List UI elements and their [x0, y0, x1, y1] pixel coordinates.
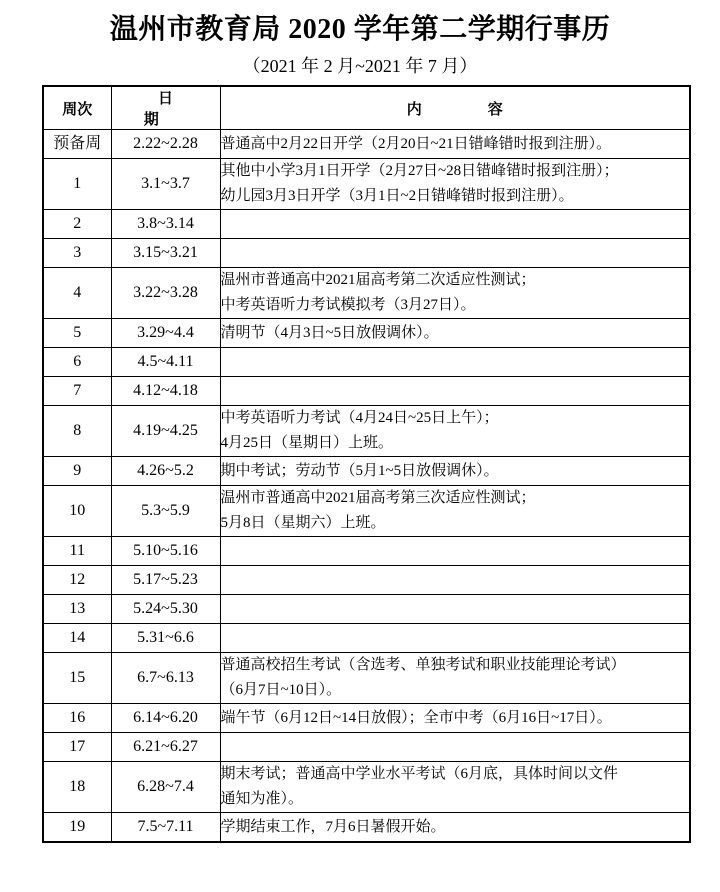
table-row — [43, 159, 690, 210]
content-cell — [220, 130, 690, 159]
header-content: 内容 — [220, 86, 690, 130]
content-cell — [220, 319, 690, 348]
content-line: 通知为准）。 — [220, 791, 304, 807]
week-cell: 预备周 — [43, 130, 111, 159]
header-date: 日期 — [111, 86, 220, 130]
header-row — [43, 86, 690, 130]
week-cell: 4 — [43, 268, 111, 319]
date-cell: 5.17~5.23 — [111, 566, 220, 595]
week-cell: 1 — [43, 159, 111, 210]
content-cell — [220, 762, 690, 813]
content-cell — [220, 239, 690, 268]
content-cell — [220, 813, 690, 843]
date-cell: 4.12~4.18 — [111, 377, 220, 406]
date-cell: 6.14~6.20 — [111, 704, 220, 733]
date-cell: 4.5~4.11 — [111, 348, 220, 377]
table-row — [43, 653, 690, 704]
calendar-table — [42, 85, 691, 843]
table-row — [43, 704, 690, 733]
table-row — [43, 457, 690, 486]
week-cell: 11 — [43, 537, 111, 566]
week-cell: 5 — [43, 319, 111, 348]
content-line: 端午节（6月12日~14日放假）；全市中考（6月16日~17日）。 — [220, 709, 612, 726]
calendar-body — [43, 130, 690, 843]
content-line: 4月25日（星期日）上班。 — [220, 435, 394, 451]
date-cell: 3.15~3.21 — [111, 239, 220, 268]
table-row — [43, 348, 690, 377]
table-row — [43, 377, 690, 406]
content-cell — [220, 595, 690, 624]
content-cell — [220, 348, 690, 377]
content-line: 温州市普通高中2021届高考第二次适应性测试； — [220, 272, 536, 288]
header-week: 周次 — [43, 86, 111, 130]
content-cell — [220, 377, 690, 406]
table-row — [43, 239, 690, 268]
content-line: （6月7日~10日）。 — [220, 682, 342, 698]
page-subtitle: （2021 年 2 月~2021 年 7 月） — [242, 56, 478, 76]
week-cell: 3 — [43, 239, 111, 268]
date-cell: 2.22~2.28 — [111, 130, 220, 159]
table-row — [43, 268, 690, 319]
table-row — [43, 130, 690, 159]
table-row — [43, 595, 690, 624]
content-cell — [220, 210, 690, 239]
week-cell: 9 — [43, 457, 111, 486]
content-line: 中考英语听力考试模拟考（3月27日）。 — [220, 297, 476, 313]
date-cell: 3.22~3.28 — [111, 268, 220, 319]
content-line: 普通高中2月22日开学（2月20日~21日错峰错时报到注册）。 — [220, 135, 612, 152]
date-cell: 6.28~7.4 — [111, 762, 220, 813]
content-line: 清明节（4月3日~5日放假调休）。 — [220, 324, 439, 341]
date-cell: 7.5~7.11 — [111, 813, 220, 843]
content-cell — [220, 566, 690, 595]
content-cell — [220, 457, 690, 486]
week-cell: 14 — [43, 624, 111, 653]
content-cell — [220, 406, 690, 457]
table-row — [43, 566, 690, 595]
content-line: 学期结束工作，7月6日暑假开始。 — [220, 818, 446, 835]
date-cell: 6.21~6.27 — [111, 733, 220, 762]
content-line: 期中考试；劳动节（5月1~5日放假调休）。 — [220, 462, 499, 479]
document-page — [0, 13, 720, 892]
week-cell: 19 — [43, 813, 111, 843]
table-row — [43, 813, 690, 843]
week-cell: 8 — [43, 406, 111, 457]
content-line: 其他中小学3月1日开学（2月27日~28日错峰错时报到注册）； — [220, 163, 619, 179]
table-row — [43, 762, 690, 813]
content-cell — [220, 537, 690, 566]
content-line: 幼儿园3月3日开学（3月1日~2日错峰错时报到注册）。 — [220, 188, 574, 204]
date-cell: 5.31~6.6 — [111, 624, 220, 653]
table-row — [43, 406, 690, 457]
content-line: 期末考试；普通高中学业水平考试（6月底，具体时间以文件 — [220, 766, 619, 782]
page-title: 温州市教育局 2020 学年第二学期行事历 — [109, 14, 611, 45]
date-cell: 5.3~5.9 — [111, 486, 220, 537]
date-cell: 3.8~3.14 — [111, 210, 220, 239]
table-row — [43, 486, 690, 537]
content-cell — [220, 733, 690, 762]
date-cell: 5.10~5.16 — [111, 537, 220, 566]
table-row — [43, 319, 690, 348]
content-cell — [220, 268, 690, 319]
content-cell — [220, 624, 690, 653]
table-row — [43, 210, 690, 239]
week-cell: 16 — [43, 704, 111, 733]
week-cell: 15 — [43, 653, 111, 704]
table-row — [43, 624, 690, 653]
date-cell: 4.19~4.25 — [111, 406, 220, 457]
content-line: 普通高校招生考试（含选考、单独考试和职业技能理论考试） — [220, 657, 626, 673]
date-cell: 5.24~5.30 — [111, 595, 220, 624]
table-row — [43, 733, 690, 762]
calendar-header — [43, 86, 690, 130]
content-cell — [220, 653, 690, 704]
date-cell: 3.1~3.7 — [111, 159, 220, 210]
week-cell: 6 — [43, 348, 111, 377]
week-cell: 13 — [43, 595, 111, 624]
week-cell: 17 — [43, 733, 111, 762]
content-cell — [220, 486, 690, 537]
date-cell: 4.26~5.2 — [111, 457, 220, 486]
week-cell: 12 — [43, 566, 111, 595]
content-line: 5月8日（星期六）上班。 — [220, 515, 386, 531]
content-line: 温州市普通高中2021届高考第三次适应性测试； — [220, 490, 536, 506]
week-cell: 10 — [43, 486, 111, 537]
week-cell: 7 — [43, 377, 111, 406]
content-line: 中考英语听力考试（4月24日~25日上午）； — [220, 410, 499, 426]
week-cell: 18 — [43, 762, 111, 813]
content-cell — [220, 704, 690, 733]
date-cell: 6.7~6.13 — [111, 653, 220, 704]
content-cell — [220, 159, 690, 210]
table-row — [43, 537, 690, 566]
date-cell: 3.29~4.4 — [111, 319, 220, 348]
week-cell: 2 — [43, 210, 111, 239]
